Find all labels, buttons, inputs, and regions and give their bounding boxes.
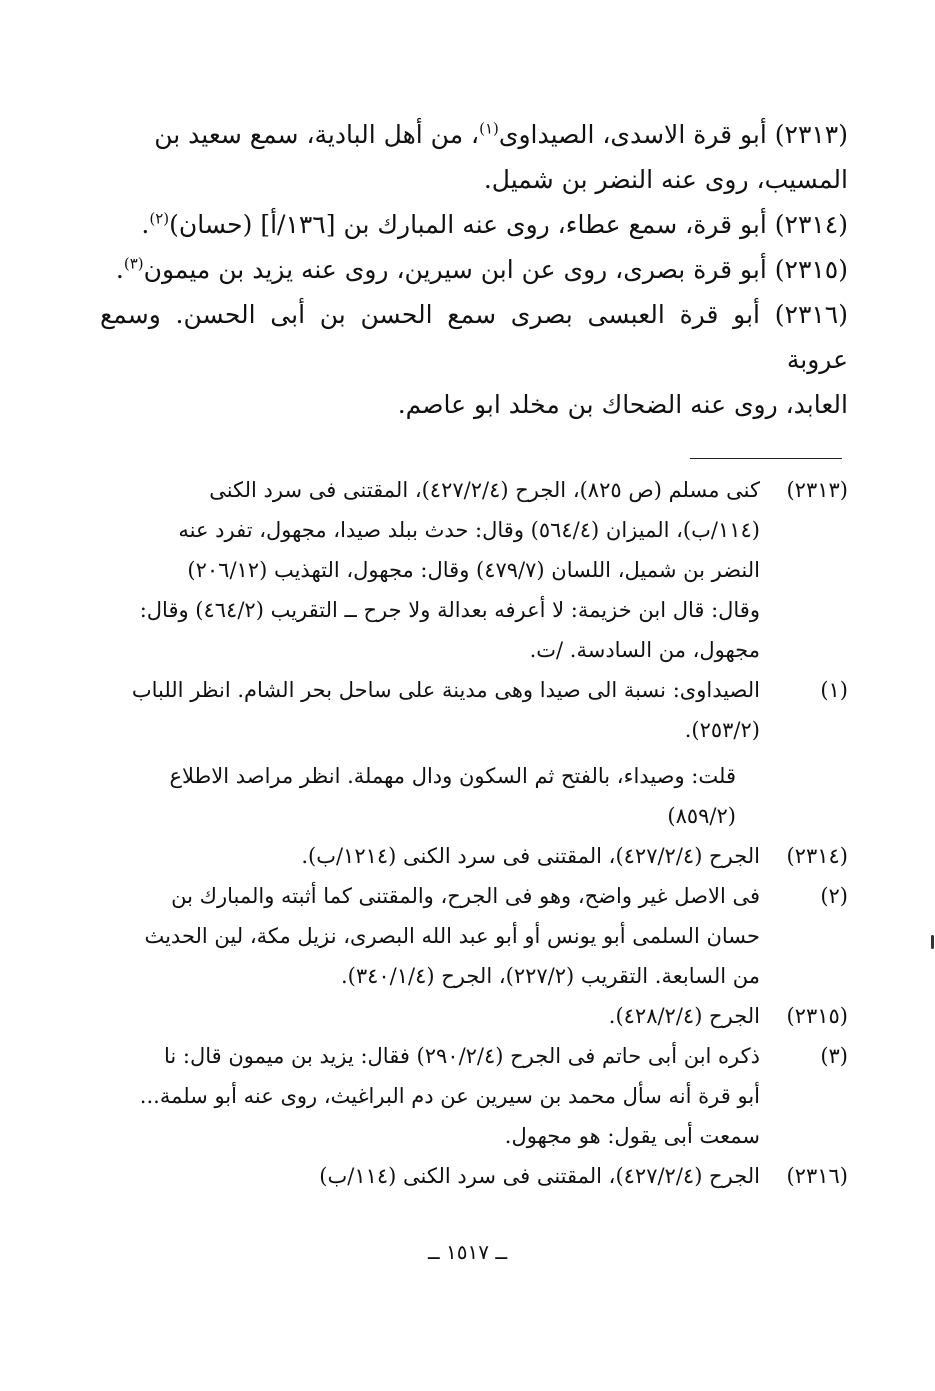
footnote-line: أبو قرة أنه سأل محمد بن سيرين عن دم البراغيث، روى عنه أبو سلمة... bbox=[139, 1084, 760, 1108]
footnote-label: (٢) bbox=[820, 884, 848, 908]
footnote-line: من السابعة. التقريب (٢٢٧/٢)، الجرح (٣٤٠/١/٤). bbox=[340, 964, 760, 988]
entry-2313-text: (٢٣١٣) أبو قرة الاسدى، الصيداوى bbox=[498, 120, 848, 149]
footnote-line: قلت: وصيداء، بالفتح ثم السكون ودال مهملة. انظر مراصد الاطلاع bbox=[169, 764, 736, 788]
footnote-line: حسان السلمى أبو يونس أو أبو عبد الله البصرى، نزيل مكة، لين الحديث bbox=[144, 924, 760, 948]
footnote-line: كنى مسلم (ص ٨٢٥)، الجرح (٤٢٧/٢/٤)، المقتنى فى سرد الكنى bbox=[209, 478, 760, 502]
footnote-marker-2: (٢) bbox=[149, 209, 170, 228]
entry-2315-text: (٢٣١٥) أبو قرة بصرى، روى عن ابن سيرين، روى عنه يزيد بن ميمون bbox=[143, 255, 848, 284]
footnote-marker-3: (٣) bbox=[123, 254, 144, 273]
entry-2315-end: . bbox=[115, 255, 124, 284]
footnote-2314 bbox=[100, 836, 848, 876]
entry-2314-text: (٢٣١٤) أبو قرة، سمع عطاء، روى عنه المبارك بن [١٣٦/أ] (حسان) bbox=[169, 210, 848, 239]
entry-2315 bbox=[100, 247, 848, 292]
page-number: ــ ١٥١٧ ــ bbox=[427, 1240, 508, 1264]
scan-edge-mark bbox=[931, 935, 934, 949]
footnote-label: (١) bbox=[820, 678, 848, 702]
footnote-text bbox=[100, 1036, 760, 1156]
footnote-text bbox=[100, 470, 760, 670]
footnote-line: الجرح (٤٢٧/٢/٤)، المقتنى فى سرد الكنى (١١٤/ب) bbox=[319, 1164, 760, 1188]
footnote-text bbox=[100, 1156, 760, 1196]
footnotes bbox=[100, 470, 848, 1196]
footnote-line: ذكره ابن أبى حاتم فى الجرح (٢٩٠/٢/٤) فقال: يزيد بن ميمون قال: نا bbox=[163, 1044, 760, 1068]
footnote-separator bbox=[690, 458, 842, 459]
footnote-line: فى الاصل غير واضح، وهو فى الجرح، والمقتنى كما أثبته والمبارك بن bbox=[171, 884, 760, 908]
main-text bbox=[100, 112, 848, 427]
footnote-label: (٢٣١٤) bbox=[786, 844, 848, 868]
entry-2316-line-2: العابد، روى عنه الضحاك بن مخلد ابو عاصم. bbox=[397, 390, 848, 419]
footnote-marker-1: (١) bbox=[479, 119, 499, 138]
footnote-line: النضر بن شميل، اللسان (٤٧٩/٧) وقال: مجهول، التهذيب (٢٠٦/١٢) bbox=[187, 558, 760, 582]
footnote-label: (٢٣١٥) bbox=[786, 1004, 848, 1028]
entry-2313-line-1 bbox=[100, 112, 848, 157]
footnote-line: (٢٥٣/٢). bbox=[684, 718, 760, 742]
footnote-2 bbox=[100, 876, 848, 996]
entry-2314 bbox=[100, 202, 848, 247]
footnote-label: (٢٣١٣) bbox=[786, 478, 848, 502]
footnote-1 bbox=[100, 670, 848, 836]
footnote-line: سمعت أبى يقول: هو مجهول. bbox=[504, 1124, 760, 1148]
entry-2313-text-cont: ، من أهل البادية، سمع سعيد بن bbox=[154, 120, 480, 149]
footnote-2316 bbox=[100, 1156, 848, 1196]
footnote-line: (٨٥٩/٢) bbox=[667, 804, 736, 828]
entry-2314-end: . bbox=[141, 210, 150, 239]
footnote-2315 bbox=[100, 996, 848, 1036]
footnote-line: الصيداوى: نسبة الى صيدا وهى مدينة على ساحل بحر الشام. انظر اللباب bbox=[131, 678, 760, 702]
footnote-2313 bbox=[100, 470, 848, 670]
footnote-line: مجهول، من السادسة. /ت. bbox=[529, 638, 760, 662]
footnote-label: (٣) bbox=[820, 1044, 848, 1068]
entry-2316-line-1: (٢٣١٦) أبو قرة العبسى بصرى سمع الحسن بن أبى الحسن. وسمع عروبة bbox=[100, 300, 848, 374]
footnote-line: وقال: قال ابن خزيمة: لا أعرفه بعدالة ولا جرح ــ التقريب (٤٦٤/٢) وقال: bbox=[139, 598, 760, 622]
entry-2313-line-2: المسيب، روى عنه النضر بن شميل. bbox=[483, 165, 848, 194]
footnote-line: الجرح (٤٢٨/٢/٤). bbox=[608, 1004, 760, 1028]
footnote-text bbox=[100, 836, 760, 876]
footnote-text bbox=[100, 996, 760, 1036]
footnote-line: الجرح (٤٢٧/٢/٤)، المقتنى فى سرد الكنى (١٢١٤/ب). bbox=[301, 844, 760, 868]
editor-remark bbox=[100, 756, 760, 836]
footnote-text bbox=[100, 876, 760, 996]
footnote-line: (١١٤/ب)، الميزان (٥٦٤/٤) وقال: حدث ببلد صيدا، مجهول، تفرد عنه bbox=[178, 518, 760, 542]
footnote-label: (٢٣١٦) bbox=[786, 1164, 848, 1188]
footnote-3 bbox=[100, 1036, 848, 1156]
footnote-text bbox=[100, 670, 760, 836]
